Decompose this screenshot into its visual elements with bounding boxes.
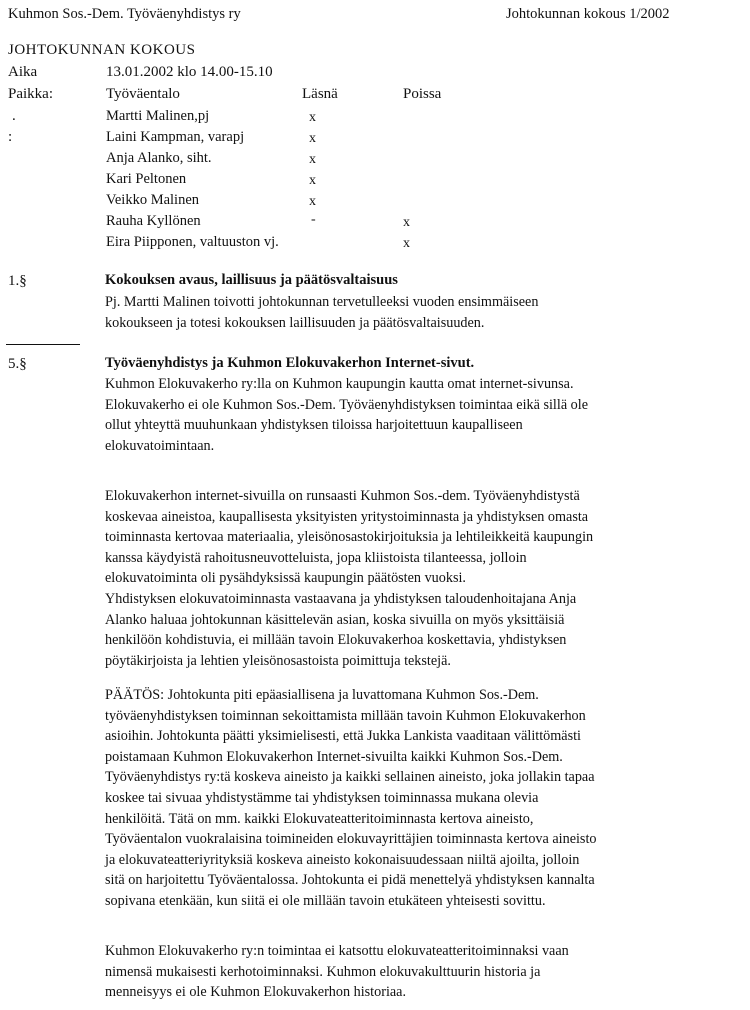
text-line: poistamaan Kuhmon Elokuvakerhon Internet-sivuilta kaikki Kuhmon Sos.-Dem. [105,748,563,765]
absent-mark: x [403,236,410,251]
member-name: Eira Piipponen, valtuuston vj. [106,234,279,250]
section-5-paragraph-4 [105,941,730,1003]
time-label: Aika [8,64,38,80]
present-mark: x [309,110,316,125]
text-line: henkilöitä. Tätä on mm. kaikki Elokuvateatteritoiminnasta kertova aineisto, [105,810,534,827]
text-line: koskevaa aineistoa, kaupallisesta yksityisten yritystoiminnasta ja yhdistyksen omasta [105,508,589,525]
section-5-paragraph-1 [105,374,730,456]
member-name: Anja Alanko, siht. [106,150,212,166]
text-line: Työväentalon vuokralaisina toimineiden elokuvayrittäjien toiminnasta kertova aineisto [105,831,597,848]
text-line: ollut yhteyttä muuhunkaan yhdistyksen tiloissa harjoitettuun kaupalliseen [105,417,523,434]
document-title: JOHTOKUNNAN KOKOUS [8,42,196,58]
present-mark: x [309,194,316,209]
stray-mark: . [12,108,16,124]
section-1-text [105,292,730,333]
absent-mark: x [403,215,410,230]
section-5-title: Työväenyhdistys ja Kuhmon Elokuvakerhon Internet-sivut. [105,355,475,371]
text-line: Kuhmon Elokuvakerho ry:lla on Kuhmon kaupungin kautta omat internet-sivunsa. [105,376,574,392]
text-line: Yhdistyksen elokuvatoiminnasta vastaavana ja yhdistyksen taloudenhoitajana Anja [105,590,577,607]
text-line: elokuvatoiminta oli pysähdyksissä kaupungin päätösten vuoksi. [105,570,466,587]
member-name: Martti Malinen,pj [106,108,210,124]
text-line: Elokuvakerho ei ole Kuhmon Sos.-Dem. Työväenyhdistyksen toimintaa eikä sillä ole [105,396,588,413]
header-meeting-number: Johtokunnan kokous 1/2002 [506,6,670,22]
text-line: Alanko haluaa johtokunnan käsittelevän asian, koska sivuilla on myös yksittäisiä [105,611,565,628]
member-name: Veikko Malinen [106,192,200,208]
text-line: nimensä mukaisesti kerhotoiminnaksi. Kuhmon elokuvakulttuurin historia ja [105,963,541,980]
section-5-decision-paragraph [105,685,730,912]
member-name: Rauha Kyllönen [106,213,201,229]
present-column-header: Läsnä [302,86,338,102]
text-line: sitä on harjoitettu Työväentalossa. Johtokunta ei pidä menettelyä yhdistyksen kannalta [105,872,595,889]
text-line: PÄÄTÖS: Johtokunta piti epäasiallisena ja luvattomana Kuhmon Sos.-Dem. [105,687,539,703]
text-line: Työväenyhdistys ry:tä koskeva aineisto ja kaikki sellainen aineisto, joka jollakin tapaa [105,769,595,786]
text-line: työväenyhdistyksen toiminnan sekoittamista millään tavoin Kuhmon Elokuvakerhon [105,707,586,724]
absent-column-header: Poissa [403,86,442,102]
text-line: Kuhmon Elokuvakerho ry:n toimintaa ei katsottu elokuvateatteritoiminnaksi vaan [105,943,569,959]
text-line: Pj. Martti Malinen toivotti johtokunnan tervetulleeksi vuoden ensimmäiseen [105,294,539,310]
text-line: sopivana etenkään, kun siitä ei ole millään tavoin etukäteen yhteisesti sovittu. [105,892,546,909]
text-line: henkilöön kohdistuvia, ei millään tavoin Elokuvakerhoa koskettavia, yhdistyksen [105,632,567,649]
stray-mark: : [8,129,13,145]
section-5-number: 5.§ [8,356,27,372]
text-line: toiminnasta kertovaa materiaalia, yleisönosastokirjoituksia ja lehtileikkeitä kaupungin [105,529,594,546]
text-line: elokuvatoimintaan. [105,437,215,454]
time-value: 13.01.2002 klo 14.00-15.10 [106,64,273,80]
member-name: Kari Peltonen [106,171,187,187]
text-line: asioihin. Johtokunta päätti yksimielisesti, että Jukka Lankista vaaditaan välittömästi [105,728,581,745]
present-mark: x [309,131,316,146]
text-line: Elokuvakerhon internet-sivuilla on runsaasti Kuhmon Sos.-dem. Työväenyhdistystä [105,488,580,504]
section-1-number: 1.§ [8,273,27,289]
text-line: kokoukseen ja totesi kokouksen laillisuuden ja päätösvaltaisuuden. [105,314,485,331]
text-line: menneisyys ei ole Kuhmon Elokuvakerhon historiaa. [105,984,407,1001]
present-mark: - [311,212,316,227]
text-line: ja elokuvateatteriyrityksiä koskeva aineisto kokonaisuudessaan niiltä ajoilta, jolloin [105,851,580,868]
section-1-title: Kokouksen avaus, laillisuus ja päätösvaltaisuus [105,272,398,288]
present-mark: x [309,173,316,188]
present-mark: x [309,152,316,167]
section-divider [6,344,80,345]
place-label: Paikka: [8,86,53,102]
header-association-name: Kuhmon Sos.-Dem. Työväenyhdistys ry [8,6,241,22]
text-line: koskee tai sivuaa yhdistystämme tai yhdistyksen toiminnassa mukana olevia [105,789,539,806]
text-line: pöytäkirjoista ja lehtien yleisönosastoista poimittuja tekstejä. [105,652,451,669]
member-name: Laini Kampman, varapj [106,129,245,145]
text-line: kanssa käydyistä rahoitusneuvotteluista, jopa kliistoista tilanteessa, jolloin [105,549,527,566]
place-value: Työväentalo [106,86,180,102]
section-5-paragraph-2 [105,486,730,671]
